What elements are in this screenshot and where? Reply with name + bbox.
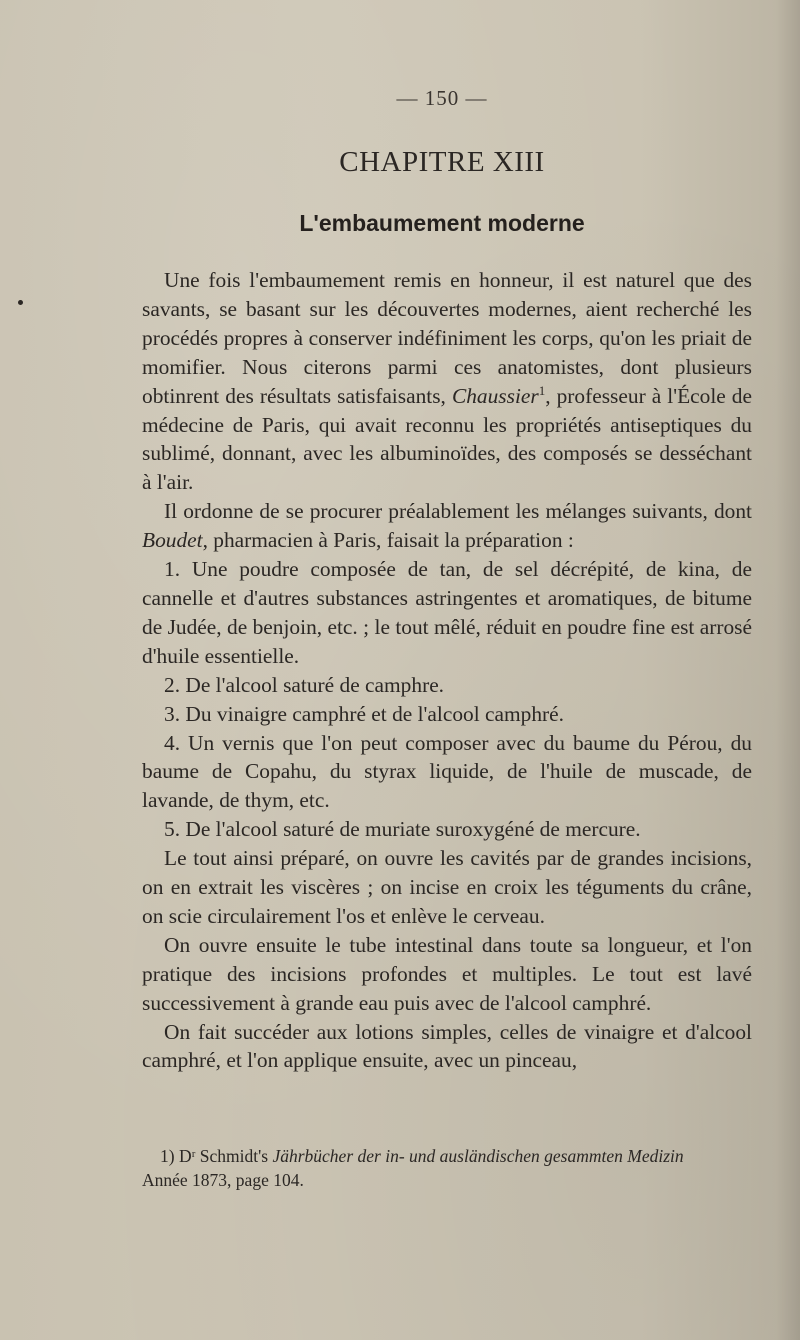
- paragraph-2-text-b: , pharmacien à Paris, faisait la préparation :: [202, 528, 574, 553]
- chapter-title: CHAPITRE XIII: [339, 146, 545, 178]
- footnote-marker: 1): [160, 1146, 175, 1166]
- paragraph-4: On ouvre ensuite le tube intestinal dans toute sa longueur, et l'on pratique des incisions profondes et multiples. Le tout est lavé successivement à grande eau puis avec de l'alcool camphré.: [142, 932, 752, 1015]
- paragraph-1: [142, 266, 752, 497]
- list-item: 5. De l'alcool saturé de muriate suroxygéné de mercure.: [164, 817, 641, 842]
- ink-speck: [18, 300, 23, 305]
- footnote-line-1: [142, 1144, 762, 1168]
- footnote-text-a: Dʳ Schmidt's: [178, 1146, 273, 1166]
- footnote: [142, 1144, 762, 1192]
- body-text: [142, 266, 752, 1075]
- author-name-boudet: Boudet: [142, 528, 203, 553]
- footnote-line-2: Année 1873, page 104.: [142, 1170, 304, 1190]
- footnote-title: Jährbücher der in- und ausländischen gesammten Medizin: [272, 1146, 684, 1166]
- section-title: L'embaumement moderne: [299, 210, 585, 236]
- paragraph-2-text-a: Il ordonne de se procurer préalablement les mélanges suivants, dont: [164, 499, 752, 524]
- page-number: — 150 —: [396, 86, 488, 110]
- paragraph-5: On fait succéder aux lotions simples, celles de vinaigre et d'alcool camphré, et l'on applique ensuite, avec un pinceau,: [142, 1019, 752, 1073]
- paragraph-2: [142, 497, 752, 555]
- list-item: 3. Du vinaigre camphré et de l'alcool camphré.: [164, 701, 565, 726]
- footnote-reference: 1: [538, 382, 546, 398]
- paragraph-1-text-b: , professeur à l'École de médecine de Paris, qui avait reconnu les propriétés antiseptiques du sublimé, donnant, avec les albuminoïdes, des composés se desséchant à l'air.: [142, 383, 752, 495]
- author-name-chaussier: Chaussier: [451, 383, 539, 408]
- list-item: 2. De l'alcool saturé de camphre.: [164, 672, 445, 697]
- paragraph-1-text-a: Une fois l'embaumement remis en honneur, il est naturel que des savants, se basant sur les découvertes modernes, aient recherché les procédés propres à conserver indéfiniment les corps, qu'on les priait de momifier. Nous citerons parmi ces anatomistes, dont plusieurs obtinrent des résultats satisfaisants,: [142, 268, 752, 408]
- paragraph-3: Le tout ainsi préparé, on ouvre les cavités par de grandes incisions, on en extrait les viscères ; on incise en croix les téguments du crâne, on scie circulairement l'os et enlève le cerveau.: [142, 846, 752, 928]
- list-item: 1. Une poudre composée de tan, de sel décrépité, de kina, de cannelle et d'autres substances astringentes et aromatiques, de bitume de Judée, de benjoin, etc. ; le tout mêlé, réduit en poudre fine est arrosé d'huile essentielle.: [142, 557, 752, 668]
- list-item: 4. Un vernis que l'on peut composer avec du baume du Pérou, du baume de Copahu, du styrax liquide, de l'huile de muscade, de lavande, de thym, etc.: [142, 730, 752, 813]
